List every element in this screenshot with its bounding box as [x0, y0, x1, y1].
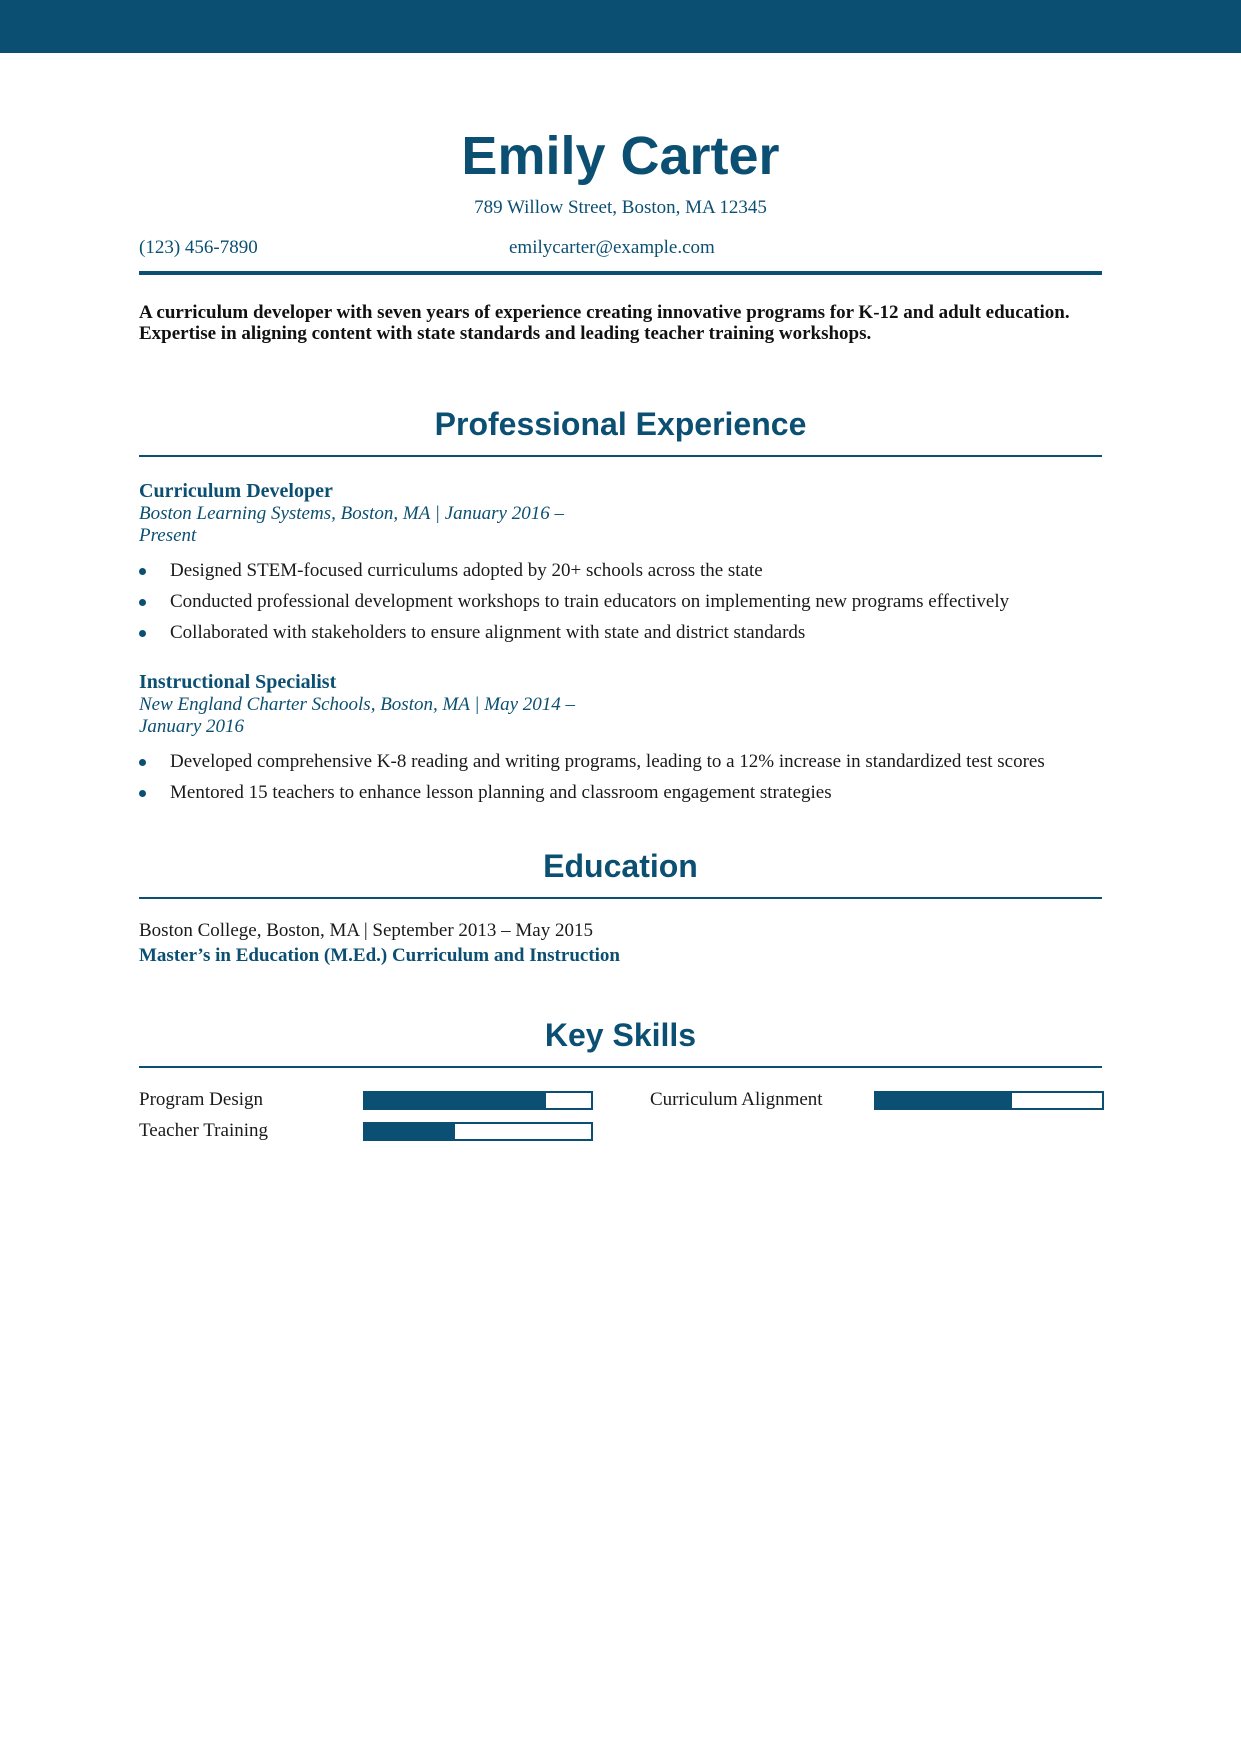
list-item [139, 617, 1102, 648]
bullet-text: Collaborated with stakeholders to ensure alignment with state and district standards [170, 622, 806, 643]
bullet-text: Developed comprehensive K-8 reading and writing programs, leading to a 12% increase in standardized test scores [170, 751, 1045, 772]
skill-level-fill [365, 1093, 546, 1108]
bullet-text: Conducted professional development workshops to train educators on implementing new programs effectively [170, 591, 1010, 612]
experience-divider [139, 455, 1102, 457]
skill-item [650, 1088, 1102, 1112]
skill-item [139, 1088, 591, 1112]
email: emilycarter@example.com [509, 237, 715, 258]
skills-divider [139, 1066, 1102, 1068]
skills-grid [139, 1088, 1102, 1168]
resume-page [139, 53, 1102, 1168]
skill-item [139, 1119, 591, 1143]
job-meta: Boston Learning Systems, Boston, MA | January 2016 – Present [139, 503, 564, 546]
school-line: Boston College, Boston, MA | September 2013 – May 2015 [139, 920, 593, 941]
skill-level-bar [363, 1122, 593, 1141]
address: 789 Willow Street, Boston, MA 12345 [474, 197, 767, 218]
job-bullets [139, 555, 1102, 648]
skills-title: Key Skills [544, 1017, 697, 1053]
skill-name: Curriculum Alignment [650, 1089, 823, 1110]
experience-title: Professional Experience [434, 406, 807, 442]
list-item [139, 555, 1102, 586]
skill-level-bar [363, 1091, 593, 1110]
bullet-text: Mentored 15 teachers to enhance lesson planning and classroom engagement strategies [170, 782, 832, 803]
bullet-text: Designed STEM-focused curriculums adopted by 20+ schools across the state [170, 560, 763, 581]
skills-section [139, 1019, 1102, 1168]
bullet-dot-icon [139, 630, 146, 637]
job-entry [139, 670, 1102, 808]
degree: Master’s in Education (M.Ed.) Curriculum and Instruction [139, 945, 620, 966]
job-bullets [139, 746, 1102, 808]
job-meta: New England Charter Schools, Boston, MA | May 2014 – January 2016 [139, 694, 576, 737]
education-divider [139, 897, 1102, 899]
education-section [139, 850, 1102, 969]
skill-level-bar [874, 1091, 1104, 1110]
summary: A curriculum developer with seven years of experience creating innovative programs for K-12 and adult education. Expertise in aligning content with state standards and leading teacher training workshops. [139, 302, 1070, 344]
candidate-name: Emily Carter [461, 126, 780, 186]
bullet-dot-icon [139, 568, 146, 575]
skill-level-fill [876, 1093, 1012, 1108]
list-item [139, 586, 1102, 617]
education-title: Education [543, 848, 698, 884]
job-entry [139, 479, 1102, 648]
bullet-dot-icon [139, 599, 146, 606]
skill-name: Program Design [139, 1089, 264, 1110]
bullet-dot-icon [139, 790, 146, 797]
phone: (123) 456-7890 [139, 237, 258, 258]
skill-level-fill [365, 1124, 455, 1139]
list-item [139, 746, 1102, 777]
job-title: Curriculum Developer [139, 480, 333, 502]
header-divider [139, 271, 1102, 275]
contact-row [139, 237, 1102, 261]
experience-section [139, 408, 1102, 808]
job-title: Instructional Specialist [139, 671, 337, 693]
list-item [139, 777, 1102, 808]
top-accent-bar [0, 0, 1241, 53]
bullet-dot-icon [139, 759, 146, 766]
skill-name: Teacher Training [139, 1120, 269, 1141]
